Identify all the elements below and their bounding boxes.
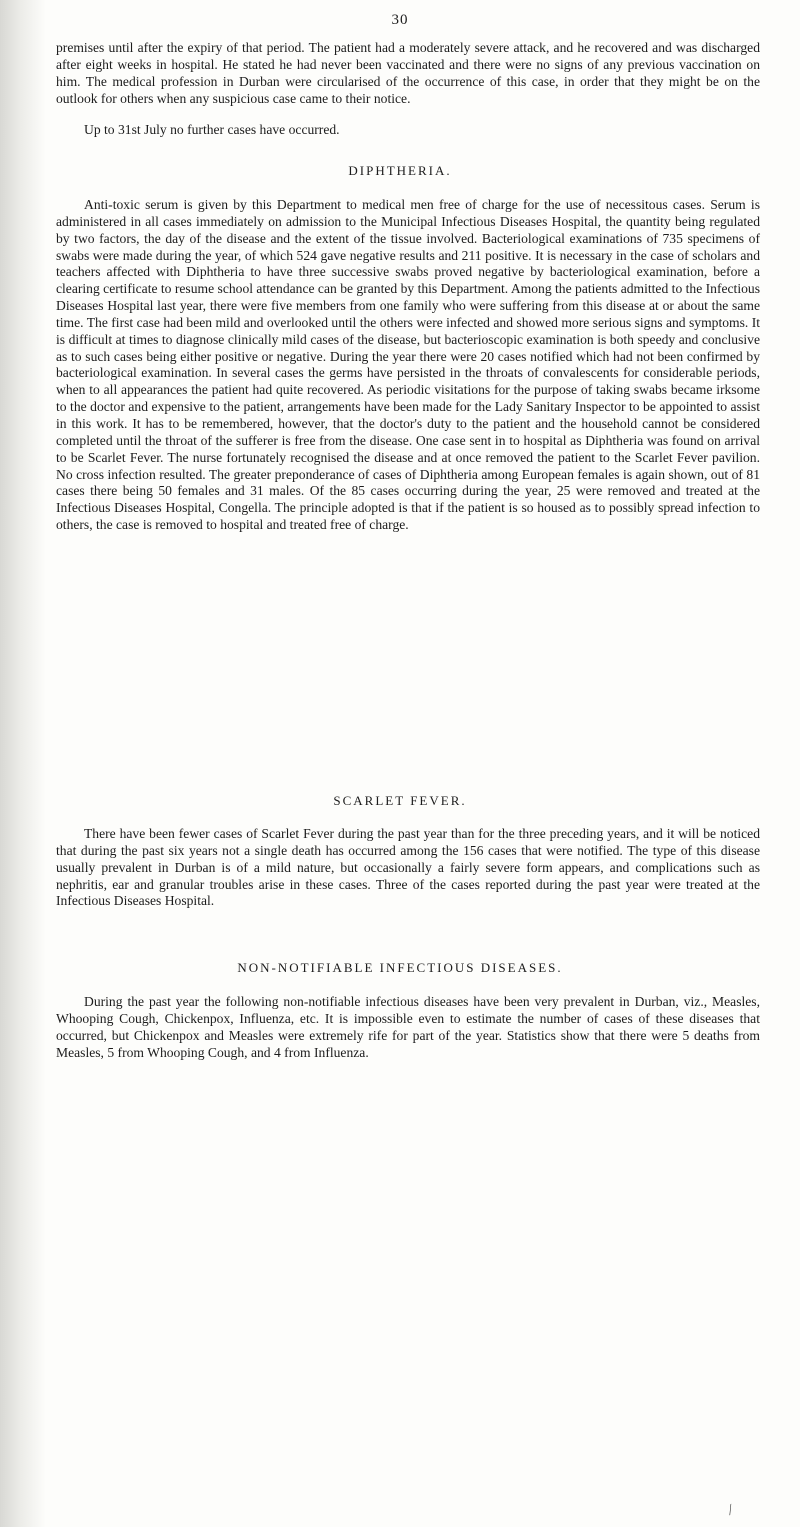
paragraph-smallpox-continued: premises until after the expiry of that period. The patient had a moderately severe attack, and he recovered and was discharged after eight weeks in hospital. He stated he had never been vaccinated and there were no signs of any previous vaccination on him. The medical profession in Durban were circularised of the occurrence of this case, in order that they might be on the outlook for others when any suspicious case came to their notice. — [56, 40, 760, 106]
page-number: 30 — [391, 12, 409, 28]
section-heading-non-notifiable: NON-NOTIFIABLE INFECTIOUS DISEASES. — [237, 960, 563, 975]
page-edge-shadow — [0, 0, 46, 1527]
stray-ink-mark: ⁄ — [725, 1503, 736, 1518]
section-heading-scarlet-fever: SCARLET FEVER. — [333, 793, 467, 808]
section-heading-diphtheria: DIPHTHERIA. — [348, 163, 452, 178]
paragraph-scarlet-fever: There have been fewer cases of Scarlet Fever during the past year than for the three preceding years, and it will be noticed that during the past six years not a single death has occurred among the 156 cases that were notified. The type of this disease usually prevalent in Durban is of a mild nature, but occasionally a fairly severe form appears, and complications such as nephritis, ear and granular troubles arise in these cases. Three of the cases reported during the past year were treated at the Infectious Diseases Hospital. — [56, 826, 760, 909]
paragraph-non-notifiable: During the past year the following non-notifiable infectious diseases have been very prevalent in Durban, viz., Measles, Whooping Cough, Chickenpox, Influenza, etc. It is impossible even to estimate the number of cases of these diseases that occurred, but Chickenpox and Measles were extremely rife for part of the year. Statistics show that there were 5 deaths from Measles, 5 from Whooping Cough, and 4 from Influenza. — [56, 994, 760, 1060]
paragraph-diphtheria: Anti-toxic serum is given by this Department to medical men free of charge for the use of necessitous cases. Serum is administered in all cases immediately on admission to the Municipal Infectious Diseases Hospital, the quantity being regulated by two factors, the day of the disease and the extent of the tissue involved. Bacteriological examinations of 735 specimens of swabs were made during the year, of which 524 gave negative results and 211 positive. It is necessary in the case of scholars and teachers affected with Diphtheria to have three successive swabs proved negative by bacteriological examination, before a clearing certificate to resume school attendance can be granted by this Department. Among the patients admitted to the Infectious Diseases Hospital last year, there were five members from one family who were suffering from this disease at or about the same time. The first case had been mild and overlooked until the others were infected and showed more serious signs and symptoms. It is difficult at times to diagnose clinically mild cases of the disease, but bacterioscopic examination is both speedy and conclusive as to such cases being either positive or negative. During the year there were 20 cases notified which had not been confirmed by bacteriological examination. In several cases the germs have persisted in the throats of convalescents for considerable periods, when to all appearances the patient had quite recovered. As periodic visitations for the purpose of taking swabs became irksome to the doctor and expensive to the patient, arrangements have been made for the Lady Sanitary Inspector to be appointed to assist in this work. It has to be remembered, however, that the doctor's duty to the patient and the household cannot be considered completed until the throat of the sufferer is free from the disease. One case sent in to hospital as Diphtheria was found on arrival to be Scarlet Fever. The nurse fortunately recognised the disease and at once removed the patient to the Scarlet Fever pavilion. No cross infection resulted. The greater preponderance of cases of Diphtheria among European females is again shown, out of 81 cases there being 50 females and 31 males. Of the 85 cases occurring during the year, 25 were removed and treated at the Infectious Diseases Hospital, Congella. The principle adopted is that if the patient is so housed as to possibly spread infection to others, the case is removed to hospital and treated free of charge. — [56, 197, 760, 533]
paragraph-no-further-cases: Up to 31st July no further cases have occurred. — [84, 122, 340, 137]
